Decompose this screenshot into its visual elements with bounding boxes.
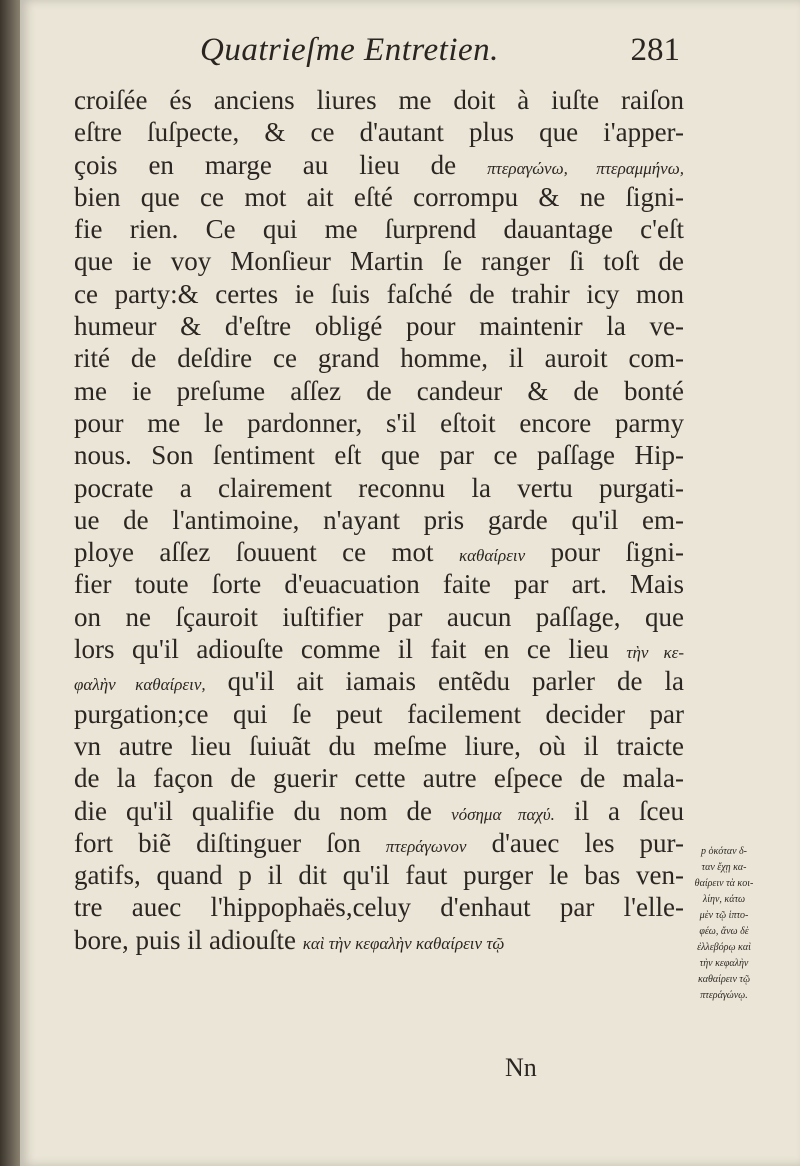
text-fragment: pour me le pardonner, s'il eſtoit encore parmy <box>74 407 684 438</box>
greek-word: καθαίρειν <box>458 546 526 566</box>
text-fragment: d'auec les pur- <box>466 827 684 858</box>
greek-word: νόσημα παχύ. <box>451 804 555 824</box>
text-fragment: bien que ce mot ait eſté corrompu & ne ſigni- <box>74 181 684 212</box>
text-line <box>74 665 684 697</box>
margin-note-line: ταν ἔχῃ κα- <box>701 862 747 873</box>
text-line <box>74 116 684 148</box>
text-fragment: pocrate a clairement reconnu la vertu purgati- <box>74 472 684 503</box>
text-line <box>74 342 684 374</box>
text-line <box>74 310 684 342</box>
text-fragment: ploye aſſez ſouuent ce mot <box>74 537 459 568</box>
text-fragment: bore, puis il adiouſte <box>74 924 303 955</box>
margin-note-line: φέω, ἄνω δὲ <box>699 926 749 937</box>
text-fragment: que ie voy Monſieur Martin ſe ranger ſi toſt de <box>74 246 684 277</box>
text-line <box>74 924 684 956</box>
text-line <box>74 698 684 730</box>
margin-note-line: τὴν κεφαλὴν <box>699 958 749 969</box>
text-line <box>74 891 684 923</box>
text-fragment: ue de l'antimoine, n'ayant pris garde qu'il em- <box>74 504 684 535</box>
text-fragment: fort biẽ diſtinguer ſon <box>74 827 386 858</box>
text-fragment: croiſée és anciens liures me doit à iuſte raiſon <box>74 85 684 115</box>
text-fragment: humeur & d'eſtre obligé pour maintenir la ve- <box>74 311 684 342</box>
margin-note-line: καθαίρειν τῷ <box>697 974 751 985</box>
text-fragment: qu'il ait iamais entẽdu parler de la <box>205 666 684 697</box>
text-fragment: çois en marge au lieu de <box>74 149 488 180</box>
margin-note-line: πτεράγώνῳ. <box>700 990 748 1001</box>
greek-word: φαλὴν καθαίρειν, <box>74 675 206 695</box>
text-line <box>74 84 684 116</box>
text-fragment: de la façon de guerir cette autre eſpece de mala- <box>74 763 684 794</box>
text-line <box>74 213 684 245</box>
margin-note <box>675 844 773 1004</box>
text-line <box>74 245 684 277</box>
text-fragment: lors qu'il adiouſte comme il fait en ce lieu <box>74 634 627 665</box>
text-fragment: vn autre lieu ſuiuãt du meſme liure, où il traicte <box>74 730 684 761</box>
text-fragment: tre auec l'hippophaës,celuy d'enhaut par l'elle- <box>74 892 684 923</box>
greek-word: πτεράγωνον <box>385 836 467 856</box>
text-fragment: ce party:& certes ie ſuis faſché de trahir icy mon <box>74 278 684 309</box>
text-line <box>74 859 684 891</box>
text-fragment: fier toute ſorte d'euacuation faite par art. Mais <box>74 569 684 600</box>
greek-word: πτεραγώνω, πτεραμμήνω, <box>487 158 684 178</box>
text-fragment: gatifs, quand p il dit qu'il faut purger le bas ven- <box>74 860 684 891</box>
margin-note-line: λίην, κάτω <box>702 894 746 905</box>
text-line <box>74 568 684 600</box>
text-line <box>74 795 684 827</box>
text-line <box>74 407 684 439</box>
margin-note-line: θαίρειν τὰ κοι- <box>694 878 754 889</box>
text-line <box>74 375 684 407</box>
text-line <box>74 827 684 859</box>
signature-mark: Nn <box>505 1053 537 1082</box>
text-line <box>74 472 684 504</box>
text-line <box>74 730 684 762</box>
page-number: 281 <box>630 32 680 68</box>
text-fragment: rité de deſdire ce grand homme, il auroit com- <box>74 343 684 374</box>
text-fragment: on ne ſçauroit iuſtifier par aucun paſſage, que <box>74 601 684 632</box>
text-fragment: fie rien. Ce qui me ſurprend dauantage c'eſt <box>74 214 684 245</box>
text-fragment: nous. Son ſentiment eſt que par ce paſſage Hip- <box>74 440 684 471</box>
body-text <box>74 84 684 956</box>
text-line <box>74 536 684 568</box>
running-head <box>200 28 680 78</box>
greek-word: καὶ τὴν κεφαλὴν καθαίρειν τῷ <box>302 933 505 953</box>
greek-word: τὴν κε- <box>626 643 684 663</box>
text-line <box>74 504 684 536</box>
text-line <box>74 601 684 633</box>
text-line <box>74 439 684 471</box>
margin-note-line: p ὁκόταν δ- <box>700 846 748 857</box>
text-fragment: pour ſigni- <box>525 537 684 568</box>
chapter-title: Quatrieſme Entretien. <box>200 32 499 68</box>
text-fragment: me ie preſume aſſez de candeur & de bonté <box>74 375 684 406</box>
text-line <box>74 181 684 213</box>
margin-note-line: ἐλλεβόρῳ καὶ <box>697 942 751 953</box>
margin-note-line: μὲν τῷ ἱπτο- <box>699 910 749 921</box>
text-fragment: eſtre ſuſpecte, & ce d'autant plus que i'apper- <box>74 117 684 148</box>
text-fragment: purgation;ce qui ſe peut facilement decider par <box>74 698 684 729</box>
text-fragment: il a ſceu <box>554 795 684 826</box>
text-line <box>74 149 684 181</box>
text-line <box>74 278 684 310</box>
text-line <box>74 762 684 794</box>
text-line <box>74 633 684 665</box>
text-fragment: die qu'il qualifie du nom de <box>74 795 452 826</box>
book-gutter <box>0 0 20 1166</box>
